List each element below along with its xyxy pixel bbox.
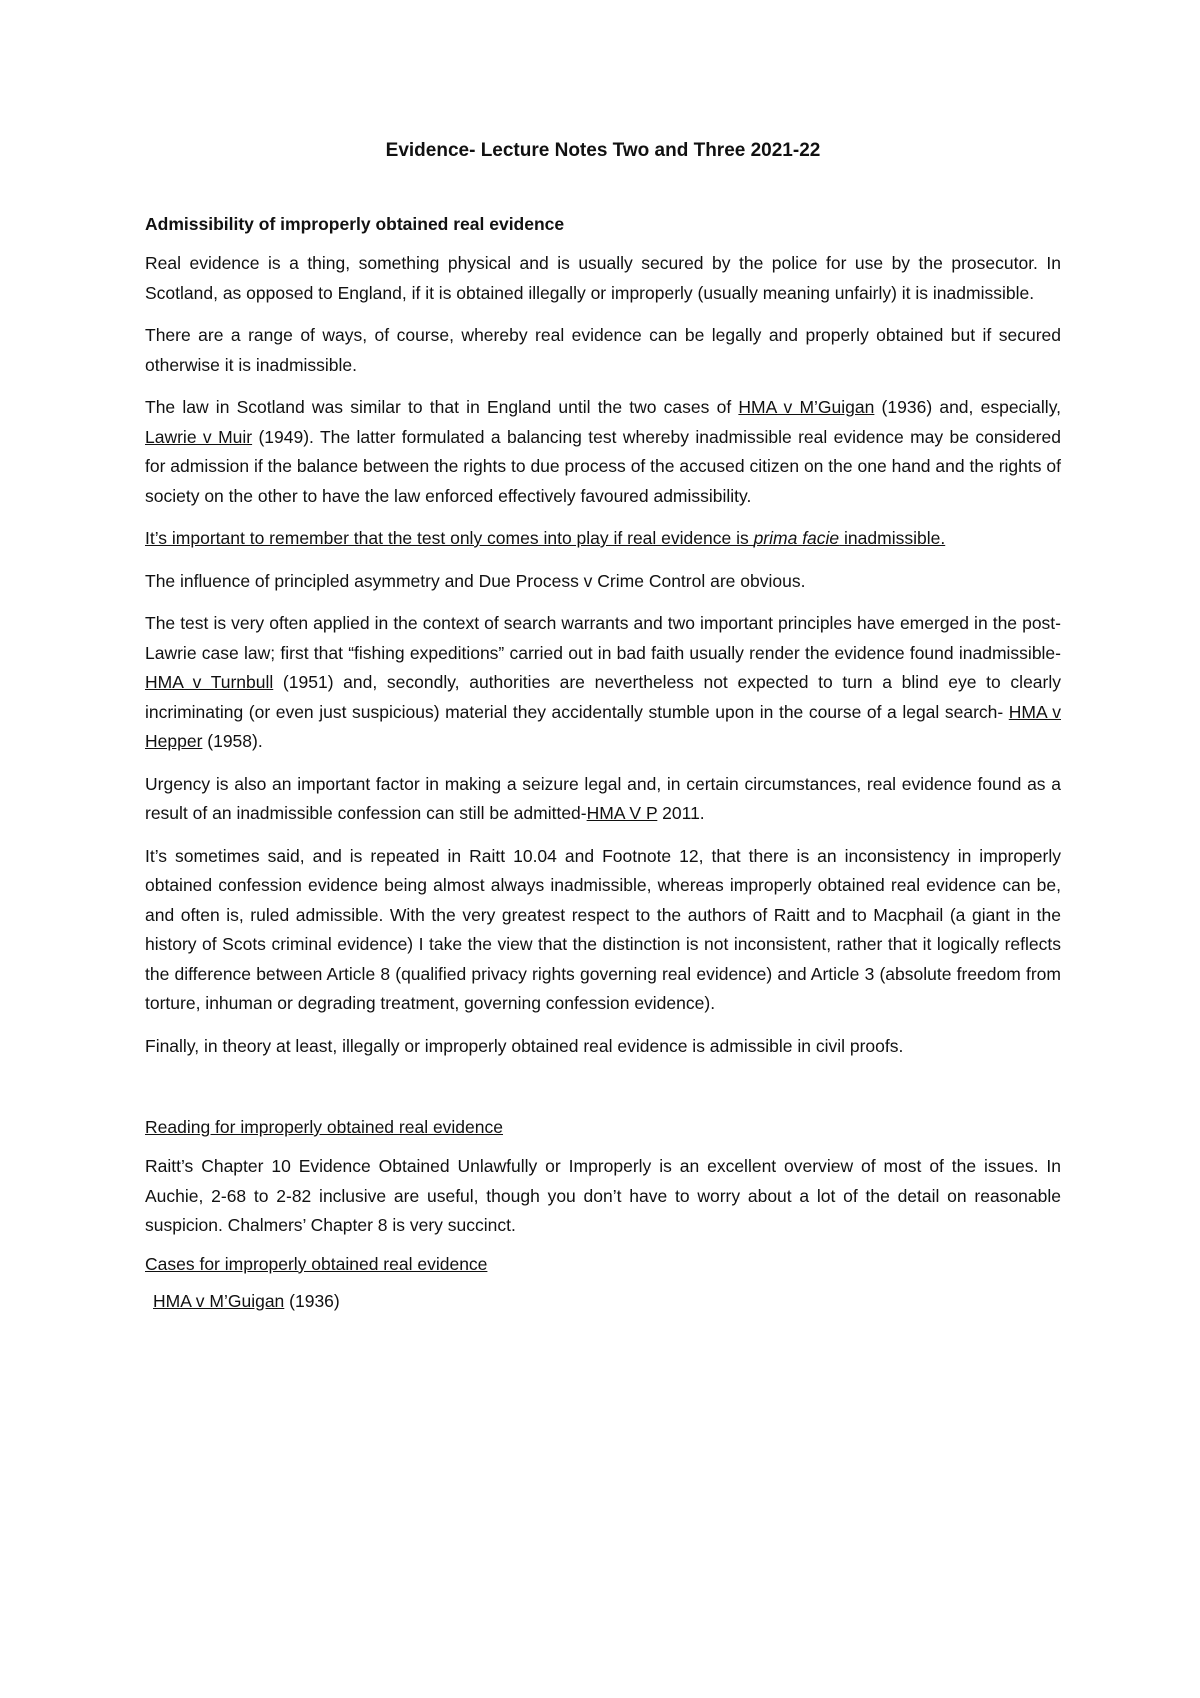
text-segment: 2011.: [657, 803, 705, 823]
document-page: [145, 140, 1061, 1312]
text-segment: (1949). The latter formulated a balancing test whereby inadmissible real evidence may be considered for admission if the balance between the rights to due process of the accused citizen on the one hand and the rights of society on the other to have the law enforced effectively favoured admissibility.: [145, 426, 1061, 506]
text-segment: inadmissible.: [839, 528, 946, 548]
paragraph-reading: Raitt’s Chapter 10 Evidence Obtained Unlawfully or Improperly is an excellent overview of most of the issues. In Auchie, 2-68 to 2-82 inclusive are useful, though you don’t have to worry about a lot of the detail on reasonable suspicion. Chalmers’ Chapter 8 is very succinct.: [145, 1156, 1061, 1235]
paragraph-important-note: [145, 524, 1061, 554]
text-segment: It’s important to remember that the test only comes into play if real evidence is: [145, 528, 754, 548]
text-segment: (1958).: [202, 731, 263, 751]
underlined-note: [145, 528, 945, 548]
paragraph-range-of-ways: There are a range of ways, of course, whereby real evidence can be legally and properly obtained but if secured otherwise it is inadmissible.: [145, 325, 1061, 375]
paragraph-search-warrants: [145, 609, 1061, 757]
paragraph-influence: The influence of principled asymmetry and Due Process v Crime Control are obvious.: [145, 570, 806, 591]
italic-term: prima facie: [753, 528, 840, 548]
paragraph-civil-proofs: Finally, in theory at least, illegally or improperly obtained real evidence is admissible in civil proofs.: [145, 1035, 904, 1056]
text-segment: The test is very often applied in the context of search warrants and two important principles have emerged in the post-Lawrie case law; first that “fishing expeditions” carried out in bad faith usually render the evidence found inadmissible-: [145, 613, 1061, 663]
case-reference-mguigan: HMA v M’Guigan: [738, 397, 875, 417]
cases-heading: Cases for improperly obtained real evidence: [145, 1253, 488, 1274]
text-segment: (1951) and, secondly, authorities are nevertheless not expected to turn a blind eye to clearly incriminating (or even just suspicious) material they accidentally stumble upon in the course of a legal search-: [145, 672, 1061, 722]
paragraph-inconsistency: It’s sometimes said, and is repeated in Raitt 10.04 and Footnote 12, that there is an inconsistency in improperly obtained confession evidence being almost always inadmissible, whereas improperly obtained real evidence can be, and often is, ruled admissible. With the very greatest respect to the authors of Raitt and to Macphail (a giant in the history of Scots criminal evidence) I take the view that the distinction is not inconsistent, rather that it logically reflects the difference between Article 8 (qualified privacy rights governing real evidence) and Article 3 (absolute freedom from torture, inhuman or degrading treatment, governing confession evidence).: [145, 845, 1061, 1013]
paragraph-urgency: [145, 770, 1061, 829]
text-segment: Urgency is also an important factor in making a seizure legal and, in certain circumstances, real evidence found as a result of an inadmissible confession can still be admitted-: [145, 773, 1061, 823]
case-list-item: [153, 1291, 1061, 1312]
document-title: Evidence- Lecture Notes Two and Three 2021-22: [385, 140, 821, 161]
text-segment: The law in Scotland was similar to that in England until the two cases of: [145, 397, 739, 417]
case-reference-hepper: HMA v Hepper: [145, 701, 1061, 751]
paragraph-law-in-scotland: [145, 393, 1061, 511]
case-year: (1936): [284, 1290, 340, 1311]
text-segment: (1936) and, especially,: [874, 397, 1062, 417]
reading-heading: Reading for improperly obtained real evidence: [145, 1117, 503, 1137]
paragraph-real-evidence: Real evidence is a thing, something physical and is usually secured by the police for use by the prosecutor. In Scotland, as opposed to England, if it is obtained illegally or improperly (usually meaning unfairly) it is inadmissible.: [145, 253, 1061, 303]
case-reference-hma-v-p: HMA V P: [586, 803, 658, 823]
section-heading: Admissibility of improperly obtained real evidence: [145, 214, 565, 234]
case-reference-turnbull: HMA v Turnbull: [145, 672, 274, 692]
case-reference-mguigan: HMA v M’Guigan: [153, 1290, 285, 1311]
case-reference-lawrie: Lawrie v Muir: [145, 426, 253, 447]
